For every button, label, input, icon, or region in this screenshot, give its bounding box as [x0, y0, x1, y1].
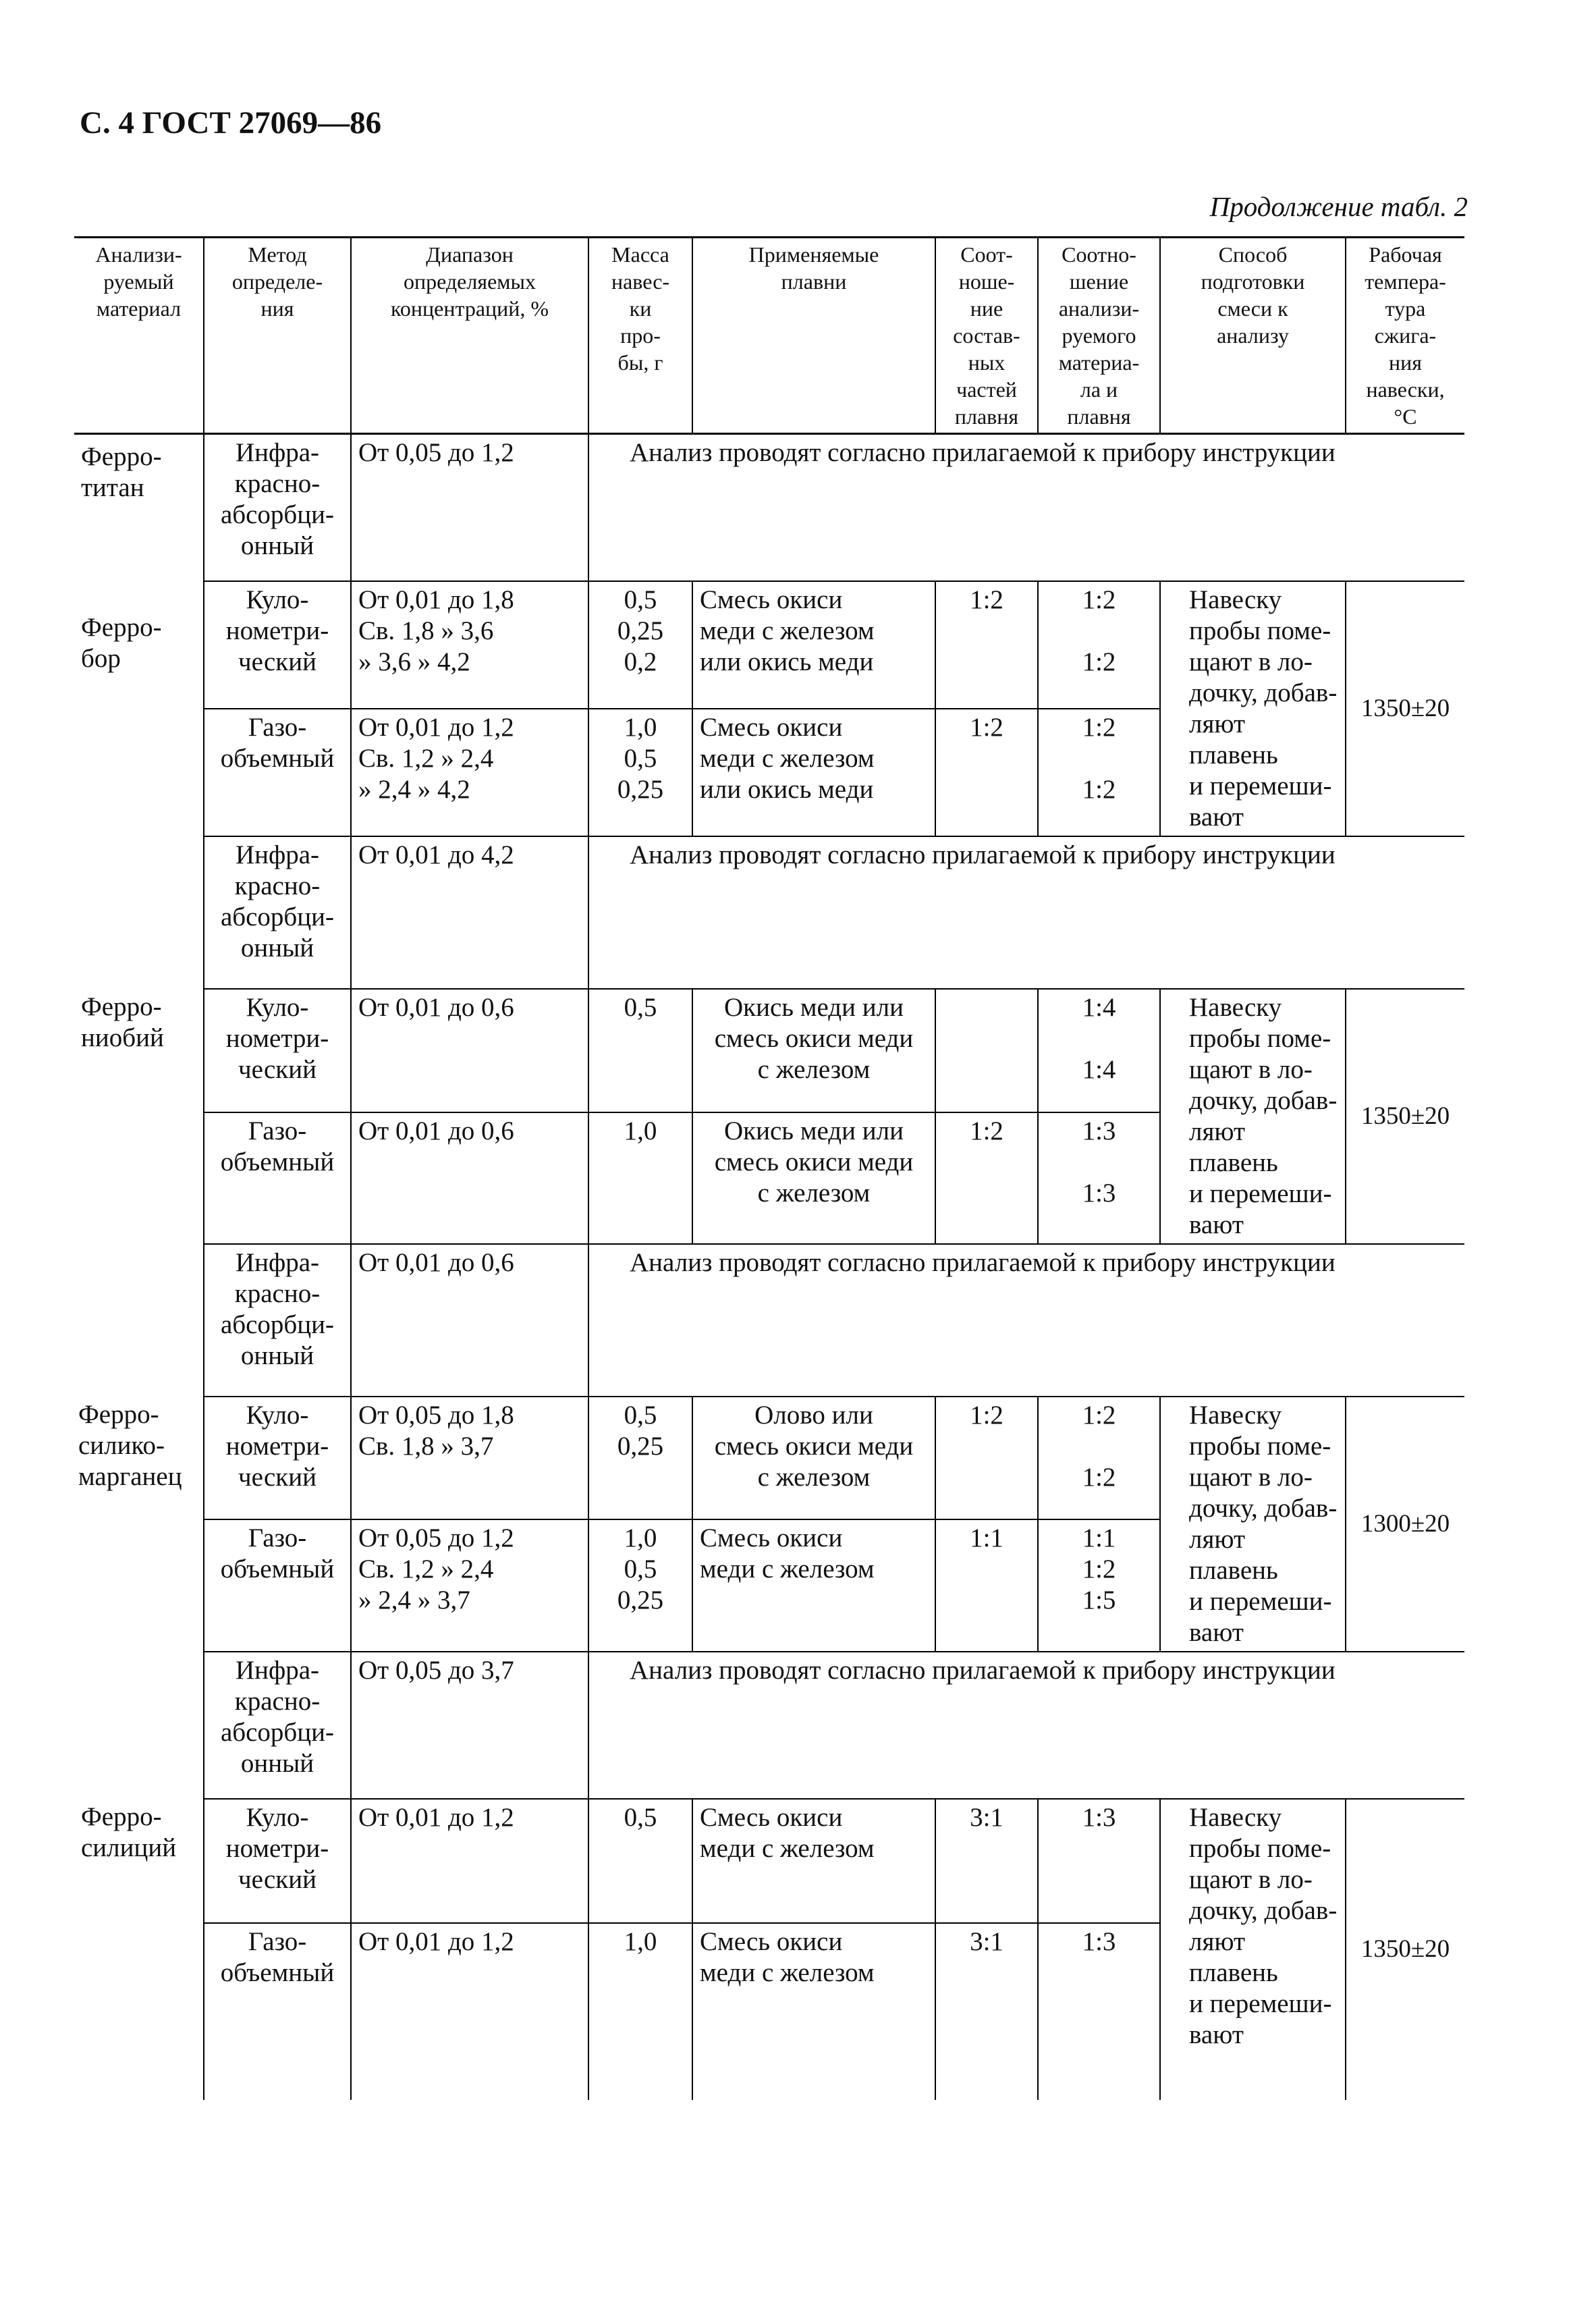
- sample-ratio-cell: 1:1 1:2 1:5: [1038, 1519, 1160, 1651]
- preparation-cell: Навеску пробы поме- щают в ло- дочку, добав- ляют плавень и перемеши- вают: [1160, 989, 1346, 1244]
- mass-cell: 1,0 0,5 0,25: [588, 1519, 692, 1651]
- sample-ratio-cell: 1:2 1:2: [1038, 709, 1160, 836]
- page-header: С. 4 ГОСТ 27069—86: [80, 105, 382, 140]
- table-row: [74, 989, 1464, 1113]
- table-row: [74, 434, 1464, 581]
- range-cell: От 0,01 до 1,2: [351, 1799, 588, 1923]
- material-cell: Ферро- ниобий: [81, 992, 164, 1052]
- range-cell: От 0,01 до 0,6: [351, 989, 588, 1113]
- method-cell: Инфра- красно- абсорбци- онный: [204, 434, 351, 581]
- mass-cell: 0,5: [588, 1799, 692, 1923]
- col-header-flux-ratio: Соот- ноше- ние состав- ных частей плавня: [935, 238, 1038, 434]
- range-cell: От 0,05 до 1,2 Св. 1,2 » 2,4 » 2,4 » 3,7: [351, 1519, 588, 1651]
- method-cell: Куло- нометри- ческий: [204, 1799, 351, 1923]
- material-cell: Ферро- силиций: [81, 1802, 177, 1862]
- table-row: [74, 581, 1464, 709]
- method-cell: Инфра- красно- абсорбци- онный: [204, 1244, 351, 1397]
- range-cell: От 0,01 до 4,2: [351, 836, 588, 989]
- instruction-note: Анализ проводят согласно прилагаемой к прибору инструкции: [588, 434, 1464, 581]
- flux-cell: Смесь окиси меди с железом: [692, 1923, 935, 2100]
- mass-cell: 1,0: [588, 1112, 692, 1243]
- table-row: [74, 1397, 1464, 1520]
- preparation-cell: Навеску пробы поме- щают в ло- дочку, добав- ляют плавень и перемеши- вают: [1160, 581, 1346, 836]
- range-cell: От 0,05 до 3,7: [351, 1652, 588, 1799]
- flux-cell: Смесь окиси меди с железом или окись меди: [692, 709, 935, 836]
- range-cell: От 0,01 до 1,2 Св. 1,2 » 2,4 » 2,4 » 4,2: [351, 709, 588, 836]
- range-cell: От 0,01 до 1,2: [351, 1923, 588, 2100]
- table-row: [74, 1799, 1464, 1923]
- mass-cell: 0,5 0,25: [588, 1397, 692, 1520]
- instruction-note: Анализ проводят согласно прилагаемой к прибору инструкции: [588, 836, 1464, 989]
- method-cell: Инфра- красно- абсорбци- онный: [204, 1652, 351, 1799]
- flux-ratio-cell: 1:2: [935, 581, 1038, 709]
- instruction-note: Анализ проводят согласно прилагаемой к прибору инструкции: [588, 1652, 1464, 1799]
- temperature-cell: 1350±20: [1346, 989, 1464, 1244]
- col-header-flux: Применяемые плавни: [692, 238, 935, 434]
- col-header-material: Анализи- руемый материал: [74, 238, 204, 434]
- sample-ratio-cell: 1:3: [1038, 1799, 1160, 1923]
- method-cell: Газо- объемный: [204, 709, 351, 836]
- flux-cell: Смесь окиси меди с железом: [692, 1519, 935, 1651]
- flux-cell: Смесь окиси меди с железом или окись меди: [692, 581, 935, 709]
- method-cell: Куло- нометри- ческий: [204, 581, 351, 709]
- table-continuation-label: Продолжение табл. 2: [1209, 191, 1468, 222]
- material-cell: Ферро- силико- марганец: [78, 1399, 182, 1491]
- sample-ratio-cell: 1:3 1:3: [1038, 1112, 1160, 1243]
- flux-ratio-cell: 1:2: [935, 1112, 1038, 1243]
- sample-ratio-cell: 1:2 1:2: [1038, 581, 1160, 709]
- material-cell: Ферро- титан: [81, 442, 162, 502]
- mass-cell: 1,0 0,5 0,25: [588, 709, 692, 836]
- mass-cell: 0,5 0,25 0,2: [588, 581, 692, 709]
- range-cell: От 0,05 до 1,2: [351, 434, 588, 581]
- flux-ratio-cell: 1:2: [935, 1397, 1038, 1520]
- range-cell: От 0,01 до 0,6: [351, 1244, 588, 1397]
- table-row: [74, 836, 1464, 989]
- col-header-range: Диапазон определяемых концентраций, %: [351, 238, 588, 434]
- preparation-cell: Навеску пробы поме- щают в ло- дочку, добав- ляют плавень и перемеши- вают: [1160, 1799, 1346, 2100]
- col-header-mass: Масса навес- ки про- бы, г: [588, 238, 692, 434]
- flux-ratio-cell: 1:1: [935, 1519, 1038, 1651]
- methods-table: [74, 236, 1464, 2100]
- method-cell: Газо- объемный: [204, 1923, 351, 2100]
- sample-ratio-cell: 1:2 1:2: [1038, 1397, 1160, 1520]
- range-cell: От 0,01 до 0,6: [351, 1112, 588, 1243]
- temperature-cell: 1350±20: [1346, 1799, 1464, 2100]
- table-row: [74, 1652, 1464, 1799]
- method-cell: Куло- нометри- ческий: [204, 989, 351, 1113]
- flux-ratio-cell: [935, 989, 1038, 1113]
- method-cell: Газо- объемный: [204, 1519, 351, 1651]
- preparation-cell: Навеску пробы поме- щают в ло- дочку, добав- ляют плавень и перемеши- вают: [1160, 1397, 1346, 1652]
- material-cell: Ферро- бор: [81, 612, 162, 673]
- flux-ratio-cell: 3:1: [935, 1923, 1038, 2100]
- method-cell: Инфра- красно- абсорбци- онный: [204, 836, 351, 989]
- table-row: [74, 1244, 1464, 1397]
- range-cell: От 0,01 до 1,8 Св. 1,8 » 3,6 » 3,6 » 4,2: [351, 581, 588, 709]
- sample-ratio-cell: 1:4 1:4: [1038, 989, 1160, 1113]
- flux-ratio-cell: 1:2: [935, 709, 1038, 836]
- temperature-cell: 1300±20: [1346, 1397, 1464, 1652]
- col-header-temperature: Рабочая темпера- тура сжига- ния навески, °С: [1346, 238, 1464, 434]
- flux-ratio-cell: 3:1: [935, 1799, 1038, 1923]
- flux-cell: Окись меди или смесь окиси меди с железом: [692, 989, 935, 1113]
- col-header-method: Метод определе- ния: [204, 238, 351, 434]
- col-header-preparation: Способ подготовки смеси к анализу: [1160, 238, 1346, 434]
- method-cell: Куло- нометри- ческий: [204, 1397, 351, 1520]
- mass-cell: 1,0: [588, 1923, 692, 2100]
- range-cell: От 0,05 до 1,8 Св. 1,8 » 3,7: [351, 1397, 588, 1520]
- sample-ratio-cell: 1:3: [1038, 1923, 1160, 2100]
- col-header-sample-ratio: Соотно- шение анализи- руемого материа- ла и плавня: [1038, 238, 1160, 434]
- table-header-row: [74, 238, 1464, 434]
- method-cell: Газо- объемный: [204, 1112, 351, 1243]
- temperature-cell: 1350±20: [1346, 581, 1464, 836]
- flux-cell: Олово или смесь окиси меди с железом: [692, 1397, 935, 1520]
- mass-cell: 0,5: [588, 989, 692, 1113]
- flux-cell: Окись меди или смесь окиси меди с железом: [692, 1112, 935, 1243]
- instruction-note: Анализ проводят согласно прилагаемой к прибору инструкции: [588, 1244, 1464, 1397]
- flux-cell: Смесь окиси меди с железом: [692, 1799, 935, 1923]
